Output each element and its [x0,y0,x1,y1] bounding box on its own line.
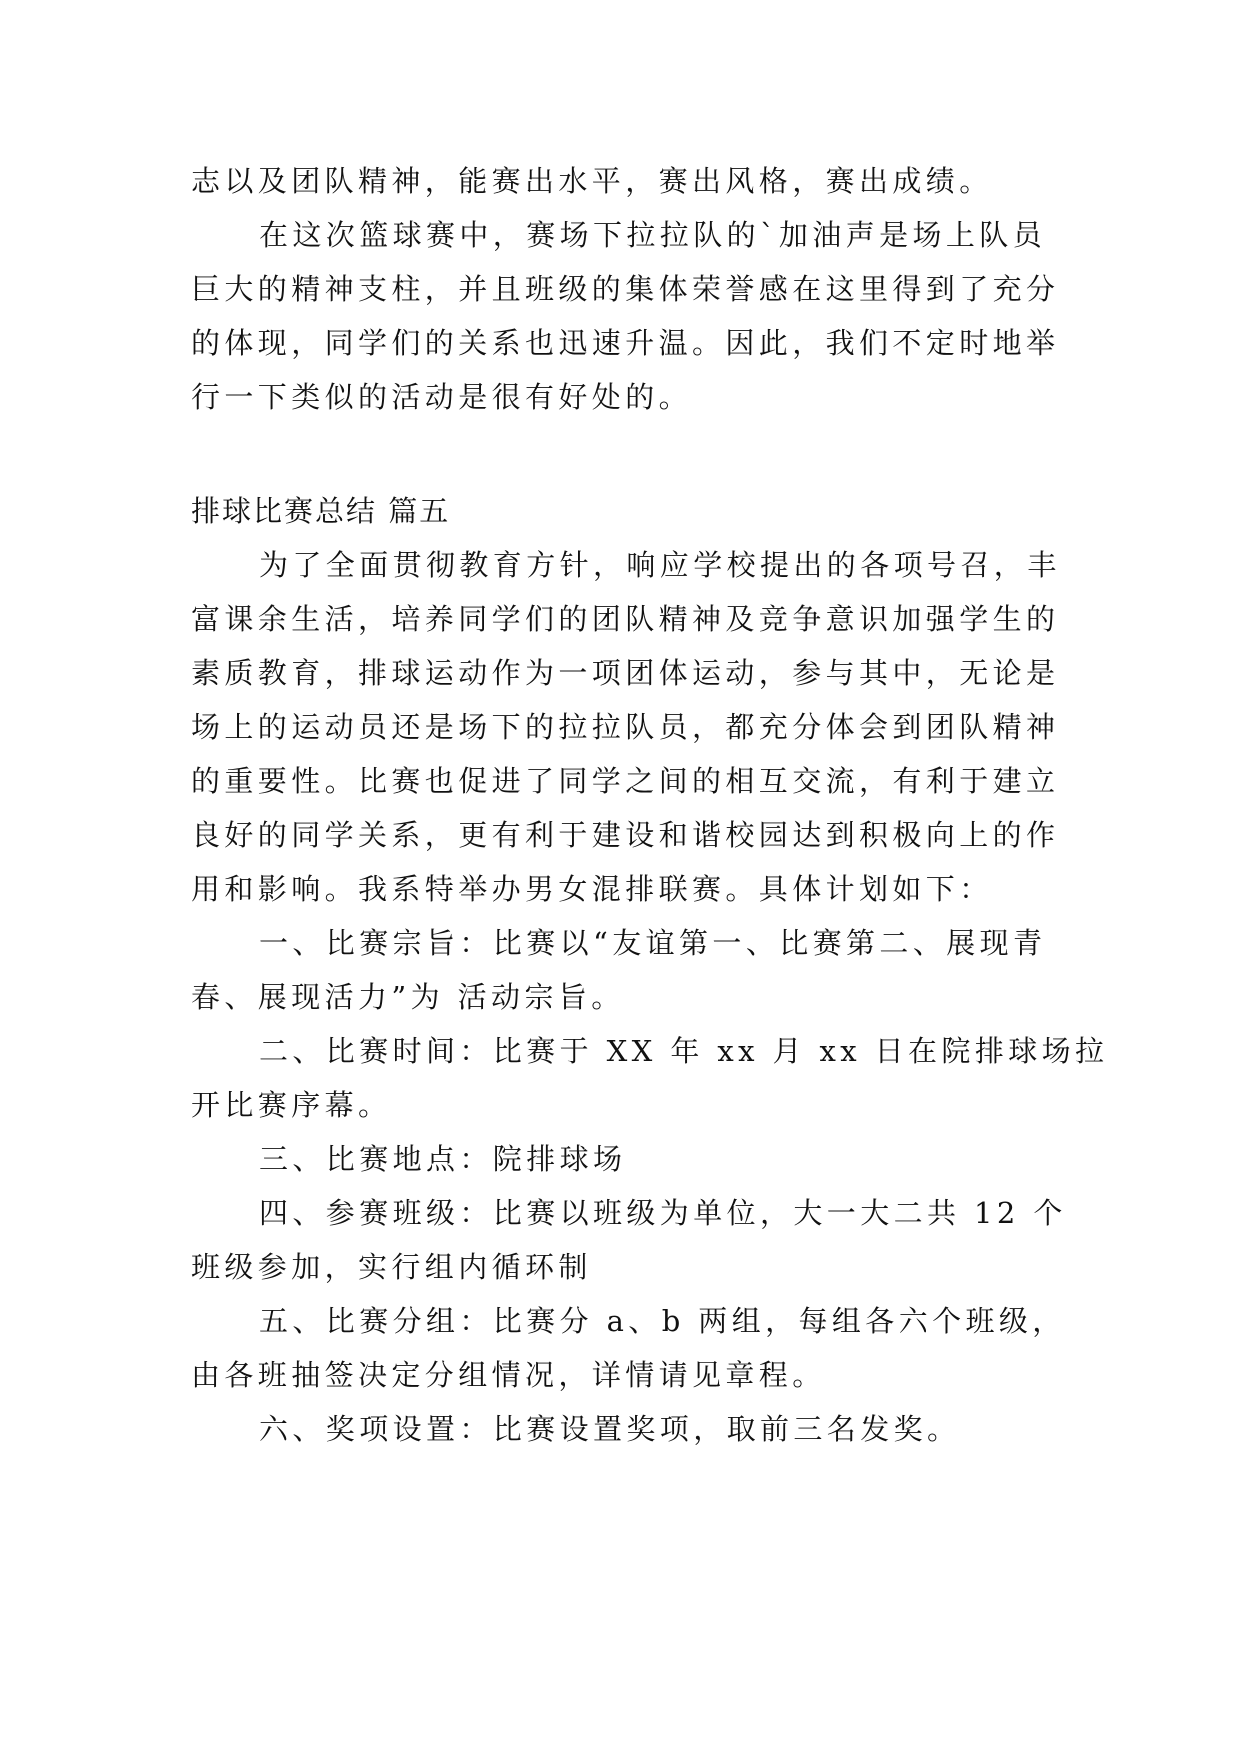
section-gap [191,424,1061,484]
intro-line: 志以及团队精神，能赛出水平，赛出风格，赛出成绩。 [191,164,993,198]
body-line: 班级参加，实行组内循环制 [191,1250,592,1284]
section-heading: 排球比赛总结 篇五 [191,494,451,528]
body-line: 六、奖项设置：比赛设置奖项，取前三名发奖。 [259,1412,961,1446]
body-line: 为了全面贯彻教育方针，响应学校提出的各项号召，丰 [259,548,1061,582]
body-line: 用和影响。我系特举办男女混排联赛。具体计划如下： [191,872,993,906]
body-line: 富课余生活，培养同学们的团队精神及竞争意识加强学生的 [191,602,1060,636]
intro-line: 巨大的精神支柱，并且班级的集体荣誉感在这里得到了充分 [191,272,1060,306]
body-line: 由各班抽签决定分组情况，详情请见章程。 [191,1358,826,1392]
body-line: 良好的同学关系，更有利于建设和谐校园达到积极向上的作 [191,818,1060,852]
body-line: 的重要性。比赛也促进了同学之间的相互交流，有利于建立 [191,764,1060,798]
body-line: 三、比赛地点：院排球场 [259,1142,627,1176]
body-line: 五、比赛分组：比赛分 a、b 两组，每组各六个班级， [259,1304,1066,1338]
body-line: 二、比赛时间：比赛于 XX 年 xx 月 xx 日在院排球场拉 [259,1034,1109,1068]
body-line: 开比赛序幕。 [191,1088,392,1122]
body-line: 场上的运动员还是场下的拉拉队员，都充分体会到团队精神 [191,710,1060,744]
intro-line: 的体现，同学们的关系也迅速升温。因此，我们不定时地举 [191,326,1060,360]
intro-line: 在这次篮球赛中，赛场下拉拉队的`加油声是场上队员 [259,218,1047,252]
body-line: 素质教育，排球运动作为一项团体运动，参与其中，无论是 [191,656,1060,690]
body-line: 四、参赛班级：比赛以班级为单位，大一大二共 12 个 [259,1196,1067,1230]
body-line: 春、展现活力”为 活动宗旨。 [191,980,625,1014]
body-line: 一、比赛宗旨：比赛以“友谊第一、比赛第二、展现青 [259,926,1047,960]
intro-line: 行一下类似的活动是很有好处的。 [191,380,693,414]
document-body [191,154,1109,1456]
